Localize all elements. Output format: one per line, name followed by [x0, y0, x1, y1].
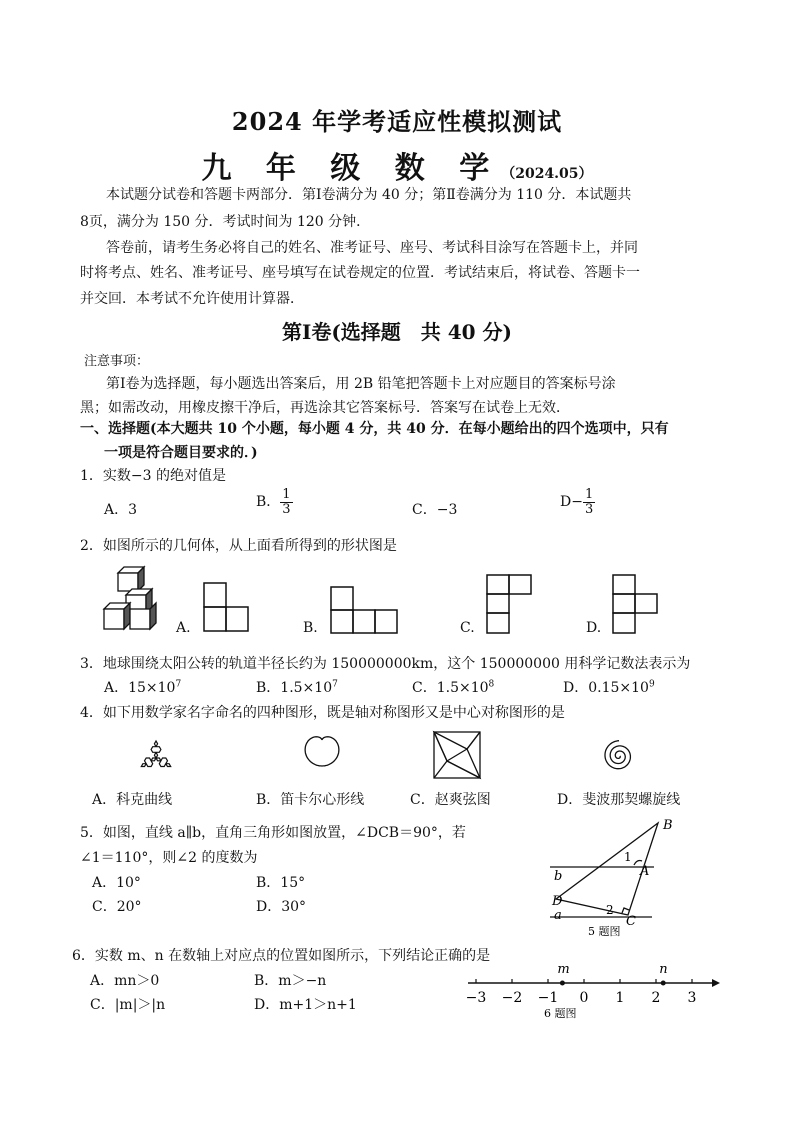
notice-line-1: 第Ⅰ卷为选择题，每小题选出答案后，用 2B 铅笔把答题卡上对应题目的答案标号涂 [106, 376, 616, 392]
q1-b-numerator: 1 [282, 487, 291, 502]
q3-d-exp: 9 [648, 679, 655, 690]
q2-option-c-figure [486, 574, 532, 634]
intro-line-4: 时将考点、姓名、准考证号、座号填写在试卷规定的位置．考试结束后，将试卷、答题卡一 [80, 265, 640, 281]
q3-b-base: B．1.5×10 [256, 680, 333, 696]
q6-option-a[interactable]: A．mn＞0 [90, 973, 160, 989]
notice-label: 注意事项： [84, 354, 150, 369]
q4-option-c[interactable]: C．赵爽弦图 [410, 792, 491, 808]
q5-option-b[interactable]: B．15° [256, 875, 306, 891]
tick-label: −1 [537, 990, 559, 1006]
q6-stem: 6．实数 m、n 在数轴上对应点的位置如图所示，下列结论正确的是 [72, 948, 491, 964]
q6-figure-caption: 6 题图 [544, 1007, 577, 1020]
q3-c-base: C．1.5×10 [412, 680, 489, 696]
intro-line-2: 8页，满分为 150 分．考试时间为 120 分钟． [80, 214, 371, 230]
q2-option-d-label[interactable]: D. [586, 620, 602, 636]
q6-option-d[interactable]: D．m+1＞n+1 [254, 997, 357, 1013]
q3-b-exp: 7 [332, 679, 338, 690]
q2-option-b-figure [330, 586, 398, 634]
point-n [661, 981, 666, 986]
q1-option-b-label: B． [256, 494, 281, 511]
tick-label: 0 [579, 990, 589, 1006]
koch-curve-figure [130, 730, 182, 782]
q5-stem-1: 5．如图，直线 a∥b，直角三角形如图放置，∠DCB＝90°，若 [80, 825, 466, 841]
q1-option-a[interactable]: A．3 [104, 502, 138, 518]
part-one-heading: 一、选择题(本大题共 10 个小题，每小题 4 分，共 40 分．在每小题给出的四个选项中，只有 [80, 421, 669, 437]
q5-figure [546, 815, 686, 937]
q2-stem: 2．如图所示的几何体，从上面看所得到的形状图是 [80, 538, 397, 554]
subject-name: 九 年 级 数 学 [201, 151, 502, 186]
q5-option-a[interactable]: A．10° [92, 875, 141, 891]
tick-label: −3 [465, 990, 487, 1006]
q1-d-numerator: 1 [584, 487, 594, 502]
point-m [560, 981, 565, 986]
q6-number-line [460, 955, 720, 1023]
q5-option-d[interactable]: D．30° [256, 899, 307, 915]
q6-option-c[interactable]: C．|m|＞|n [90, 997, 166, 1013]
q5-option-c[interactable]: C．20° [92, 899, 142, 915]
q1-option-d-label: D− [560, 494, 583, 511]
q1-d-denominator: 3 [584, 501, 594, 517]
zhao-shuang-figure [432, 730, 482, 780]
notice-line-2: 黑；如需改动，用橡皮擦干净后，再选涂其它答案标号．答案写在试卷上无效． [80, 400, 570, 416]
q1-stem: 1．实数−3 的绝对值是 [80, 468, 226, 484]
q2-option-a-figure [203, 582, 249, 632]
q4-option-a[interactable]: A．科克曲线 [92, 792, 173, 808]
fibonacci-spiral-figure [592, 728, 648, 784]
q1-option-b-fraction [280, 488, 292, 516]
tick-label: 2 [651, 990, 661, 1006]
q3-a-exp: 7 [175, 679, 182, 690]
label-B: B [663, 818, 673, 833]
q3-d-base: D．0.15×10 [563, 680, 649, 696]
label-b: b [554, 869, 563, 884]
q3-c-exp: 8 [488, 679, 495, 690]
q3-option-c[interactable] [412, 677, 494, 697]
q1-option-c[interactable]: C．−3 [412, 502, 458, 518]
q1-b-denominator: 3 [282, 501, 291, 517]
q1-option-d[interactable] [560, 488, 595, 516]
tick-label: −2 [501, 990, 523, 1006]
q4-option-b[interactable]: B．笛卡尔心形线 [256, 792, 365, 808]
label-n: n [659, 962, 668, 977]
tick-label: 3 [687, 990, 697, 1006]
label-angle-1: 1 [624, 850, 632, 864]
q2-option-d-figure [612, 574, 658, 634]
label-m: m [557, 962, 570, 977]
q6-option-b[interactable]: B．m＞−n [254, 973, 327, 989]
intro-line-3: 答卷前，请考生务必将自己的姓名、准考证号、座号、考试科目涂写在答题卡上，并同 [106, 240, 638, 256]
q3-option-a[interactable] [104, 677, 181, 697]
q4-stem: 4．如下用数学家名字命名的四种图形，既是轴对称图形又是中心对称图形的是 [80, 705, 565, 721]
q1-option-b[interactable] [256, 488, 293, 516]
label-D: D [552, 894, 563, 909]
tick-label: 1 [615, 990, 625, 1006]
q2-cube-solid [100, 565, 162, 635]
cardioid-figure [292, 730, 352, 786]
intro-line-1: 本试题分试卷和答题卡两部分．第Ⅰ卷满分为 40 分；第Ⅱ卷满分为 110 分．本试题共 [106, 187, 632, 203]
subject-title [0, 143, 794, 187]
q3-option-d[interactable] [563, 677, 655, 697]
q3-option-b[interactable] [256, 677, 338, 697]
q3-stem: 3．地球围绕太阳公转的轨道半径长约为 150000000km，这个 150000000 用科学记数法表示为 [80, 656, 691, 672]
exam-date: （2024.05） [501, 166, 593, 182]
label-A: A [640, 864, 650, 879]
label-a: a [554, 908, 562, 923]
q2-option-b-label[interactable]: B. [303, 620, 318, 636]
q4-option-d[interactable]: D．斐波那契螺旋线 [557, 792, 681, 808]
q2-option-a-label[interactable]: A. [176, 620, 191, 636]
label-angle-2: 2 [606, 903, 614, 917]
exam-title: 2024 年学考适应性模拟测试 [231, 107, 563, 136]
intro-line-5: 并交回．本考试不允许使用计算器． [80, 291, 304, 307]
part-one-heading-2: 一项是符合题目要求的．) [104, 445, 258, 461]
section-title: 第Ⅰ卷(选择题 共 40 分) [281, 320, 513, 344]
q3-a-base: A．15×10 [104, 680, 176, 696]
q1-option-d-fraction [583, 488, 595, 516]
q2-option-c-label[interactable]: C. [460, 620, 475, 636]
label-C: C [626, 914, 636, 929]
q5-figure-caption: 5 题图 [588, 925, 621, 937]
q5-stem-2: ∠1＝110°，则∠2 的度数为 [80, 850, 258, 866]
